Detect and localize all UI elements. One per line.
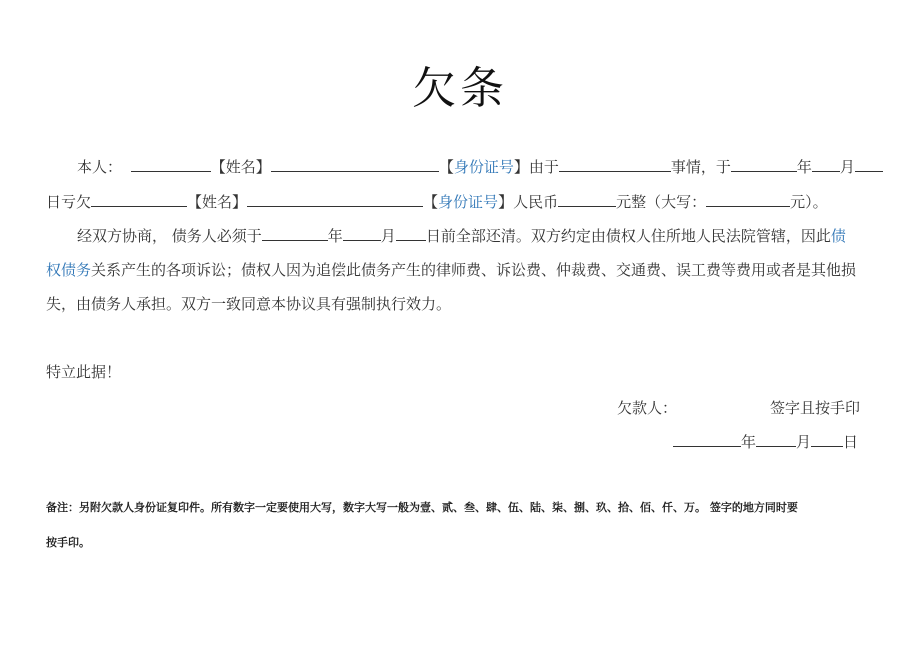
name-label-2: 【姓名】	[187, 193, 248, 211]
id-number-label-2[interactable]: 身份证号	[438, 193, 499, 211]
blank-debtor[interactable]	[131, 158, 211, 172]
sign-month-label: 月	[796, 433, 812, 451]
debtor-label: 欠款人：	[617, 399, 678, 417]
document-title: 欠条	[412, 63, 508, 114]
debt-link-end[interactable]: 权债务	[46, 261, 92, 279]
yuan-end-label: 元）。	[790, 193, 828, 211]
bracket-open-1: 【	[438, 158, 454, 176]
name-label-1: 【姓名】	[210, 158, 271, 176]
blank-name-1[interactable]	[271, 158, 439, 172]
blank-year-2[interactable]	[262, 227, 328, 241]
debtor-signature-row	[617, 397, 677, 418]
blank-name-2[interactable]	[247, 193, 423, 207]
repay-text: 日前全部还清。双方约定由债权人住所地人民法院管辖，因此	[425, 227, 831, 245]
signature-note: 签字且按手印	[770, 399, 861, 417]
blank-year-1[interactable]	[731, 158, 797, 172]
paragraph-line-2	[46, 193, 876, 211]
day-owe-label: 日亏欠	[46, 193, 92, 211]
blank-sign-month[interactable]	[756, 433, 796, 447]
litigation-text: 关系产生的各项诉讼；债权人因为追偿此债务产生的律师费、诉讼费、仲裁费、交通费、误工费等费用或者是其他损	[91, 261, 857, 279]
remark-line-2: 按手印。	[46, 536, 90, 549]
blank-reason[interactable]	[559, 158, 671, 172]
remark-line-1: 备注：另附欠款人身份证复印件。所有数字一定要使用大写，数字大写一般为壹、贰、叁、肆、伍、陆、柒、捌、玖、拾、佰、仟、万。 签字的地方同时要	[46, 501, 798, 514]
paragraph-line-5	[46, 295, 876, 313]
month-label-2: 月	[380, 227, 396, 245]
paragraph-line-1	[46, 158, 876, 176]
blank-sign-year[interactable]	[673, 433, 741, 447]
negotiation-text: 经双方协商， 债务人必须于	[77, 227, 262, 245]
date-row	[673, 431, 858, 452]
hereby-text: 特立此据！	[46, 363, 122, 381]
blank-month-2[interactable]	[343, 227, 381, 241]
sign-year-label: 年	[741, 433, 757, 451]
matter-label: 事情，于	[670, 158, 731, 176]
self-label: 本人：	[77, 158, 123, 176]
due-to-label: 】由于	[513, 158, 559, 176]
blank-month-1[interactable]	[812, 158, 840, 172]
sign-day-label: 日	[843, 433, 859, 451]
paragraph-line-4	[46, 261, 876, 279]
blank-amount-capital[interactable]	[706, 193, 790, 207]
blank-day-1[interactable]	[855, 158, 883, 172]
blank-sign-day[interactable]	[811, 433, 843, 447]
yuan-capital-label: 元整（大写：	[616, 193, 707, 211]
month-label-1: 月	[839, 158, 855, 176]
year-label-2: 年	[327, 227, 343, 245]
debt-link-start[interactable]: 债	[830, 227, 846, 245]
enforcement-text: 失，由债务人承担。双方一致同意本协议具有强制执行效力。	[46, 295, 452, 313]
blank-amount[interactable]	[558, 193, 616, 207]
blank-creditor[interactable]	[91, 193, 187, 207]
paragraph-line-3	[46, 227, 876, 245]
year-label-1: 年	[796, 158, 812, 176]
id-number-label-1[interactable]: 身份证号	[453, 158, 514, 176]
signature-note-block	[770, 397, 860, 418]
rmb-label: 】人民币	[498, 193, 559, 211]
blank-day-2[interactable]	[396, 227, 426, 241]
hereby-statement	[46, 363, 876, 381]
bracket-open-2: 【	[423, 193, 439, 211]
